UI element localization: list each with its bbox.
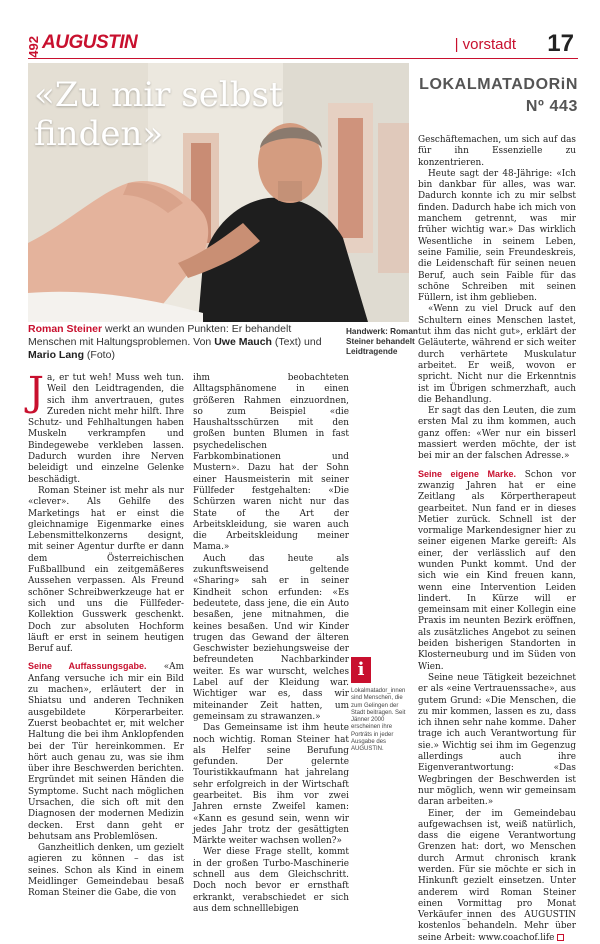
- headline: [34, 76, 283, 154]
- paragraph: Roman Steiner ist mehr als nur «clever». Als Gehilfe des Marketings hat er einst die gleichnamige Eigenmarke eines Lebensmittelkonzerns designt, mit seiner Agentur durfte er dann dem Österreichischen Fußballbund ein zeitgemäßeres Aussehen verpassen. Als Freund schöner Schreibwerkzeuge hat er sich und uns die Füllfeder-Kollektion Gusswerk geschenkt. Doch zur absoluten Hochform läuft er erst in seinem heutigen Beruf auf.: [28, 485, 184, 655]
- paragraph: Wer diese Frage stellt, kommt in der großen Turbo-Maschinerie schnell aus dem Gleichschritt. Doch noch bevor er ernsthaft erkrankt, verabschiedet er sich aus dem schnelllebigen: [193, 847, 349, 914]
- header-rule: [28, 58, 578, 59]
- masthead-logo: AUGUSTIN: [42, 32, 138, 53]
- paragraph: Geschäftemachen, um sich auf das für ihn Essenzielle zu konzentrieren.: [418, 135, 576, 168]
- end-mark-icon: [557, 934, 564, 941]
- article-column-1: [28, 369, 184, 900]
- series-kicker: [419, 74, 578, 118]
- paragraph: Das Gemeinsame ist ihm heute noch wichtig. Roman Steiner hat als Helfer seine Berufung gefunden. Der gelernte Touristikkaufmann hat jahrelang sehr erfolgreich in der Wirtschaft gearbeitet. Bis ihm vor zwei Jahren ernste Zweifel kamen: «Kann es gesund sein, wenn wir jedes Jahr trotz der gesättigten Märkte weiter wachsen wollen?»: [193, 723, 349, 847]
- paragraph-text: Einer, der im Gemeindebau aufgewachsen ist, weiß natürlich, dass die eigene Verantwortung Grenzen hat: dort, wo Menschen durch Armut chronisch krank werden. Für sie möchte er sich in Hinkunft gezielt einsetzen. Unter anderem wird Roman Steiner einen Vormittag pro Monat Verkäufer_innen des AUGUSTIN kostenlos behandeln. Mehr über seine Arbeit: www.coachof.life: [418, 808, 576, 943]
- paragraph: Auch das heute als zukunftsweisend geltende «Sharing» sah er in seiner Kindheit schon erfunden: «Es bedeutete, dass jene, die ein Auto besaßen, jene mitnahmen, die keines besaßen. Und wir Kinder trugen das Gewand der älteren Geschwister beziehungsweise der befreundeten Nachbarkinder weiter. Es war wurscht, welches Label auf der Kleidung war. Wichtiger war es, dass wir miteinander Zeit hatten, um gemeinsam zu strawanzen.»: [193, 553, 349, 722]
- caption-name: Roman Steiner: [28, 323, 103, 335]
- page-header: [26, 30, 578, 58]
- photo-caption: [28, 323, 340, 362]
- paragraph: ihm beobachteten Alltagsphänomene in einen größeren Rahmen einzuordnen, so zum Beispiel «die Haushaltsschürzen mit den großen bunten Blumen in fast psychedelischen Farbkombinationen und Mustern». Dazu hat der Sohn einer Hausmeisterin mit seiner Füllfeder festgehalten: «Die Schürzen waren nicht nur das State of the Art der Arbeitskleidung, sie waren auch die Arbeitskleidung meiner Mama.»: [193, 373, 349, 553]
- paragraph: [418, 809, 576, 944]
- caption-author-1: Uwe Mauch: [214, 336, 272, 348]
- paragraph: Er sagt das den Leuten, die zum ersten Mal zu ihm kommen, auch ganz offen: «Wer nur ein bisserl massiert werden möchte, der ist bei mir an der falschen Adresse.»: [418, 406, 576, 462]
- caption-author-2: Mario Lang: [28, 349, 85, 361]
- paragraph-text: Schon vor zwanzig Jahren hat er eine Zeitlang als Körpertherapeut gearbeitet. Nun fand er in dieses Metier zurück. Schnell ist der vormalige Markendesigner hier zu seiner eigenen Marke gereift: Als einer, der verlässlich auf den wunden Punkt kommt. Und der sich wie ein Kind freuen kann, wenn eine Intervention Leiden lindert. In Kürze will er gemeinsam mit einer Kollegin eine Praxis im neunten Bezirk eröffnen, als zusätzliches Angebot zu seinen beiden bisherigen Standorten in Klosterneuburg und im Süden von Wien.: [418, 469, 576, 672]
- paragraph: [28, 369, 184, 486]
- info-text: Lokalmatador_innen sind Menschen, die zum Gelingen der Stadt beitragen. Seit Jänner 2000 erscheinen ihre Porträts in jeder Ausgabe des AUGUSTIN.: [351, 688, 406, 753]
- paragraph: [418, 469, 576, 673]
- dropcap: J: [28, 369, 45, 415]
- series-number: Nº 443: [525, 98, 578, 115]
- paragraph-text: «Am Anfang versuche ich mir ein Bild zu machen», erläutert der in Shiatsu und anderen Techniken ausgebildete Körperarbeiter. Zuerst beobachtet er, mit welcher Haltung die bei ihm Anklopfenden bei der Tür hereinkommen. Er hört auch genau zu, was sie ihm über ihre Beschwerden berichten. Ergründet mit seinen Händen die Symptome. Sucht nach möglichen Ursachen, die sich oft mit den Diagnosen der modernen Medizin decken. Erst dann geht er behutsam ans Problemlösen.: [28, 662, 184, 842]
- paragraph: Ganzheitlich denken, um gezielt agieren zu können – das ist seines. Schon als Kind in einem Meidlinger Gemeindebau besaß Roman Steiner die Gabe, die von: [28, 843, 184, 899]
- side-caption: [346, 327, 426, 357]
- issue-number: 492: [26, 36, 41, 58]
- paragraph: [28, 661, 184, 843]
- section-label: | vorstadt: [454, 36, 516, 53]
- caption-text-3: (Foto): [84, 349, 115, 361]
- paragraph: Seine neue Tätigkeit bezeichnet er als «eine Vertrauenssache», aus gutem Grund: «Die Menschen, die zu mir kommen, lassen es zu, dass ich ihnen sehr nahe komme. Daher trage ich auch Verantwortung für sie.» Wichtig sei ihm im Gegenzug allerdings auch ihre Eigenverantwortung: «Das Wegbringen der Beschwerden ist nur möglich, wenn wir gemeinsam daran arbeiten.»: [418, 672, 576, 808]
- paragraph: «Wenn zu viel Druck auf den Schultern eines Menschen lastet, tut ihm das nicht gut», erklärt der Geläuterte, während er sich weiter durch verhärtete Muskulatur arbeitet. Er weiß, wovon er spricht. Nicht nur die Erkenntnis ist im Übrigen schmerzhaft, auch die Behandlung.: [418, 304, 576, 405]
- side-caption-line-3: Leidtragende: [346, 347, 398, 356]
- article-column-2: [193, 373, 349, 915]
- page-number: 17: [547, 30, 574, 57]
- article-column-3: [418, 135, 576, 944]
- side-caption-line-2: Steiner behandelt: [346, 337, 415, 346]
- caption-text-1: werkt an wunden Punkten: Er behandelt Menschen mit Haltungsproblemen. Von: [28, 323, 292, 348]
- caption-text-2: (Text) und: [271, 336, 322, 348]
- headline-line-2: finden»: [34, 114, 164, 154]
- paragraph: Heute sagt der 48-Jährige: «Ich bin dankbar für alles, was war. Dadurch konnte ich zu mir selbst finden. Dadurch habe ich mich von manchem getrennt, was mir früher wichtig war.» Das wirklich Wesentliche in seinem Leben, seine Familie, sein Freundeskreis, die Leidenschaft für seinen neuen Beruf, auch sein Faible für das schöne Schreiben mit seinen Füllern, ist ihm geblieben.: [418, 168, 576, 304]
- series-title: LOKALMATADORiN: [419, 76, 578, 93]
- info-box: [351, 657, 413, 754]
- side-caption-line-1: Handwerk: Roman: [346, 327, 418, 336]
- info-icon: i: [351, 657, 371, 683]
- paragraph-text: a, er tut weh! Muss weh tun. Weil den Leidtragenden, die sich ihm anvertrauen, gutes Zureden nicht mehr hilft. Ihre Schutz- und Fehlhaltungen haben Muskeln verkrampfen und Bindegewebe verkleben lassen. Dadurch wurden ihre Nerven beleidigt und einzelne Gelenke beschädigt.: [28, 373, 184, 485]
- subheading: Seine eigene Marke.: [418, 468, 516, 479]
- headline-line-1: «Zu mir selbst: [34, 75, 283, 115]
- subheading: Seine Auffassungsgabe.: [28, 661, 147, 672]
